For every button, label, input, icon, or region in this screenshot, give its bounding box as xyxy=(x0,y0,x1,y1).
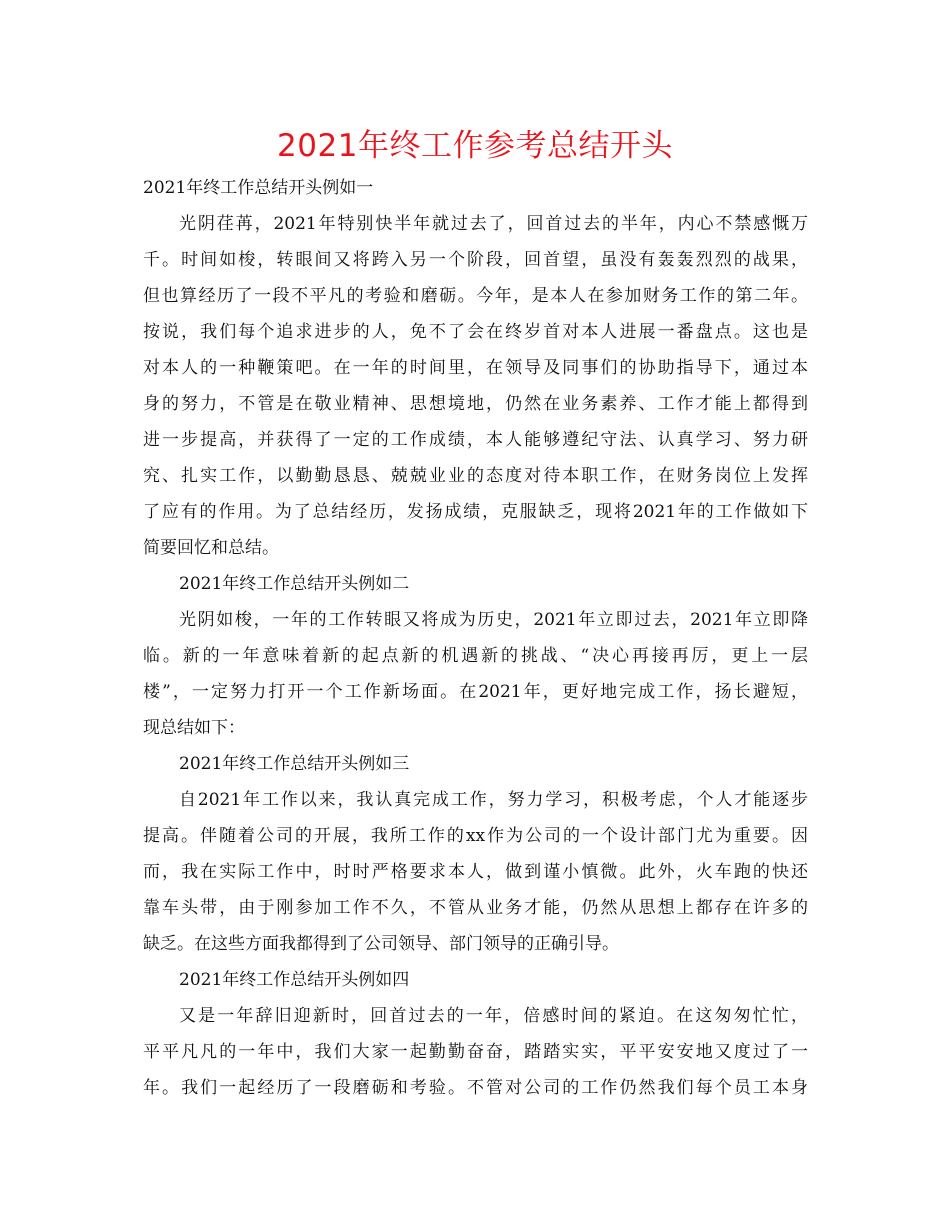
paragraph-line: 自2021年工作以来，我认真完成工作，努力学习，积极考虑，个人才能逐步 xyxy=(179,790,808,810)
paragraph-line: 光阴如梭，一年的工作转眼又将成为历史，2021年立即过去，2021年立即降 xyxy=(179,610,808,630)
paragraph-line: 年。我们一起经历了一段磨砺和考验。不管对公司的工作仍然我们每个员工本身 xyxy=(143,1078,808,1098)
document-title: 2021年终工作参考总结开头 xyxy=(277,128,673,164)
paragraph-line: 提高。伴随着公司的开展，我所工作的xx作为公司的一个设计部门尤为重要。因 xyxy=(143,826,808,846)
paragraph-line: 靠车头带，由于刚参加工作不久，不管从业务才能，仍然从思想上都存在许多的 xyxy=(143,898,808,918)
paragraph-line: 楼”，一定努力打开一个工作新场面。在2021年，更好地完成工作，扬长避短， xyxy=(143,682,808,702)
paragraph-line: 平平凡凡的一年中，我们大家一起勤勤奋奋，踏踏实实，平平安安地又度过了一 xyxy=(143,1042,808,1062)
paragraph-line: 简要回忆和总结。 xyxy=(143,538,279,558)
paragraph-line: 身的努力，不管是在敬业精神、思想境地，仍然在业务素养、工作才能上都得到 xyxy=(143,394,808,414)
paragraph-line: 按说，我们每个追求进步的人，免不了会在终岁首对本人进展一番盘点。这也是 xyxy=(143,322,808,342)
section-heading: 2021年终工作总结开头例如二 xyxy=(179,574,410,594)
paragraph-line: 千。时间如梭，转眼间又将跨入另一个阶段，回首望，虽没有轰轰烈烈的战果， xyxy=(143,250,808,270)
section-heading: 2021年终工作总结开头例如一 xyxy=(143,178,374,198)
paragraph-line: 进一步提高，并获得了一定的工作成绩，本人能够遵纪守法、认真学习、努力研 xyxy=(143,430,808,450)
paragraph-line: 光阴荏苒，2021年特别快半年就过去了，回首过去的半年，内心不禁感慨万 xyxy=(179,214,808,234)
section-heading: 2021年终工作总结开头例如三 xyxy=(179,754,410,774)
paragraph-line: 了应有的作用。为了总结经历，发扬成绩，克服缺乏，现将2021年的工作做如下 xyxy=(143,502,808,522)
paragraph-line: 现总结如下： xyxy=(143,718,245,738)
paragraph-line: 又是一年辞旧迎新时，回首过去的一年，倍感时间的紧迫。在这匆匆忙忙， xyxy=(179,1006,808,1026)
section-heading: 2021年终工作总结开头例如四 xyxy=(179,970,410,990)
paragraph-line: 临。新的一年意味着新的起点新的机遇新的挑战、“决心再接再厉，更上一层 xyxy=(143,646,808,666)
paragraph-line: 究、扎实工作，以勤勤恳恳、兢兢业业的态度对待本职工作，在财务岗位上发挥 xyxy=(143,466,808,486)
paragraph-line: 而，我在实际工作中，时时严格要求本人，做到谨小慎微。此外，火车跑的快还 xyxy=(143,862,808,882)
document-body xyxy=(143,170,808,1106)
paragraph-line: 对本人的一种鞭策吧。在一年的时间里，在领导及同事们的协助指导下，通过本 xyxy=(143,358,808,378)
paragraph-line: 但也算经历了一段不平凡的考验和磨砺。今年，是本人在参加财务工作的第二年。 xyxy=(143,286,808,306)
paragraph-line: 缺乏。在这些方面我都得到了公司领导、部门领导的正确引导。 xyxy=(143,934,619,954)
